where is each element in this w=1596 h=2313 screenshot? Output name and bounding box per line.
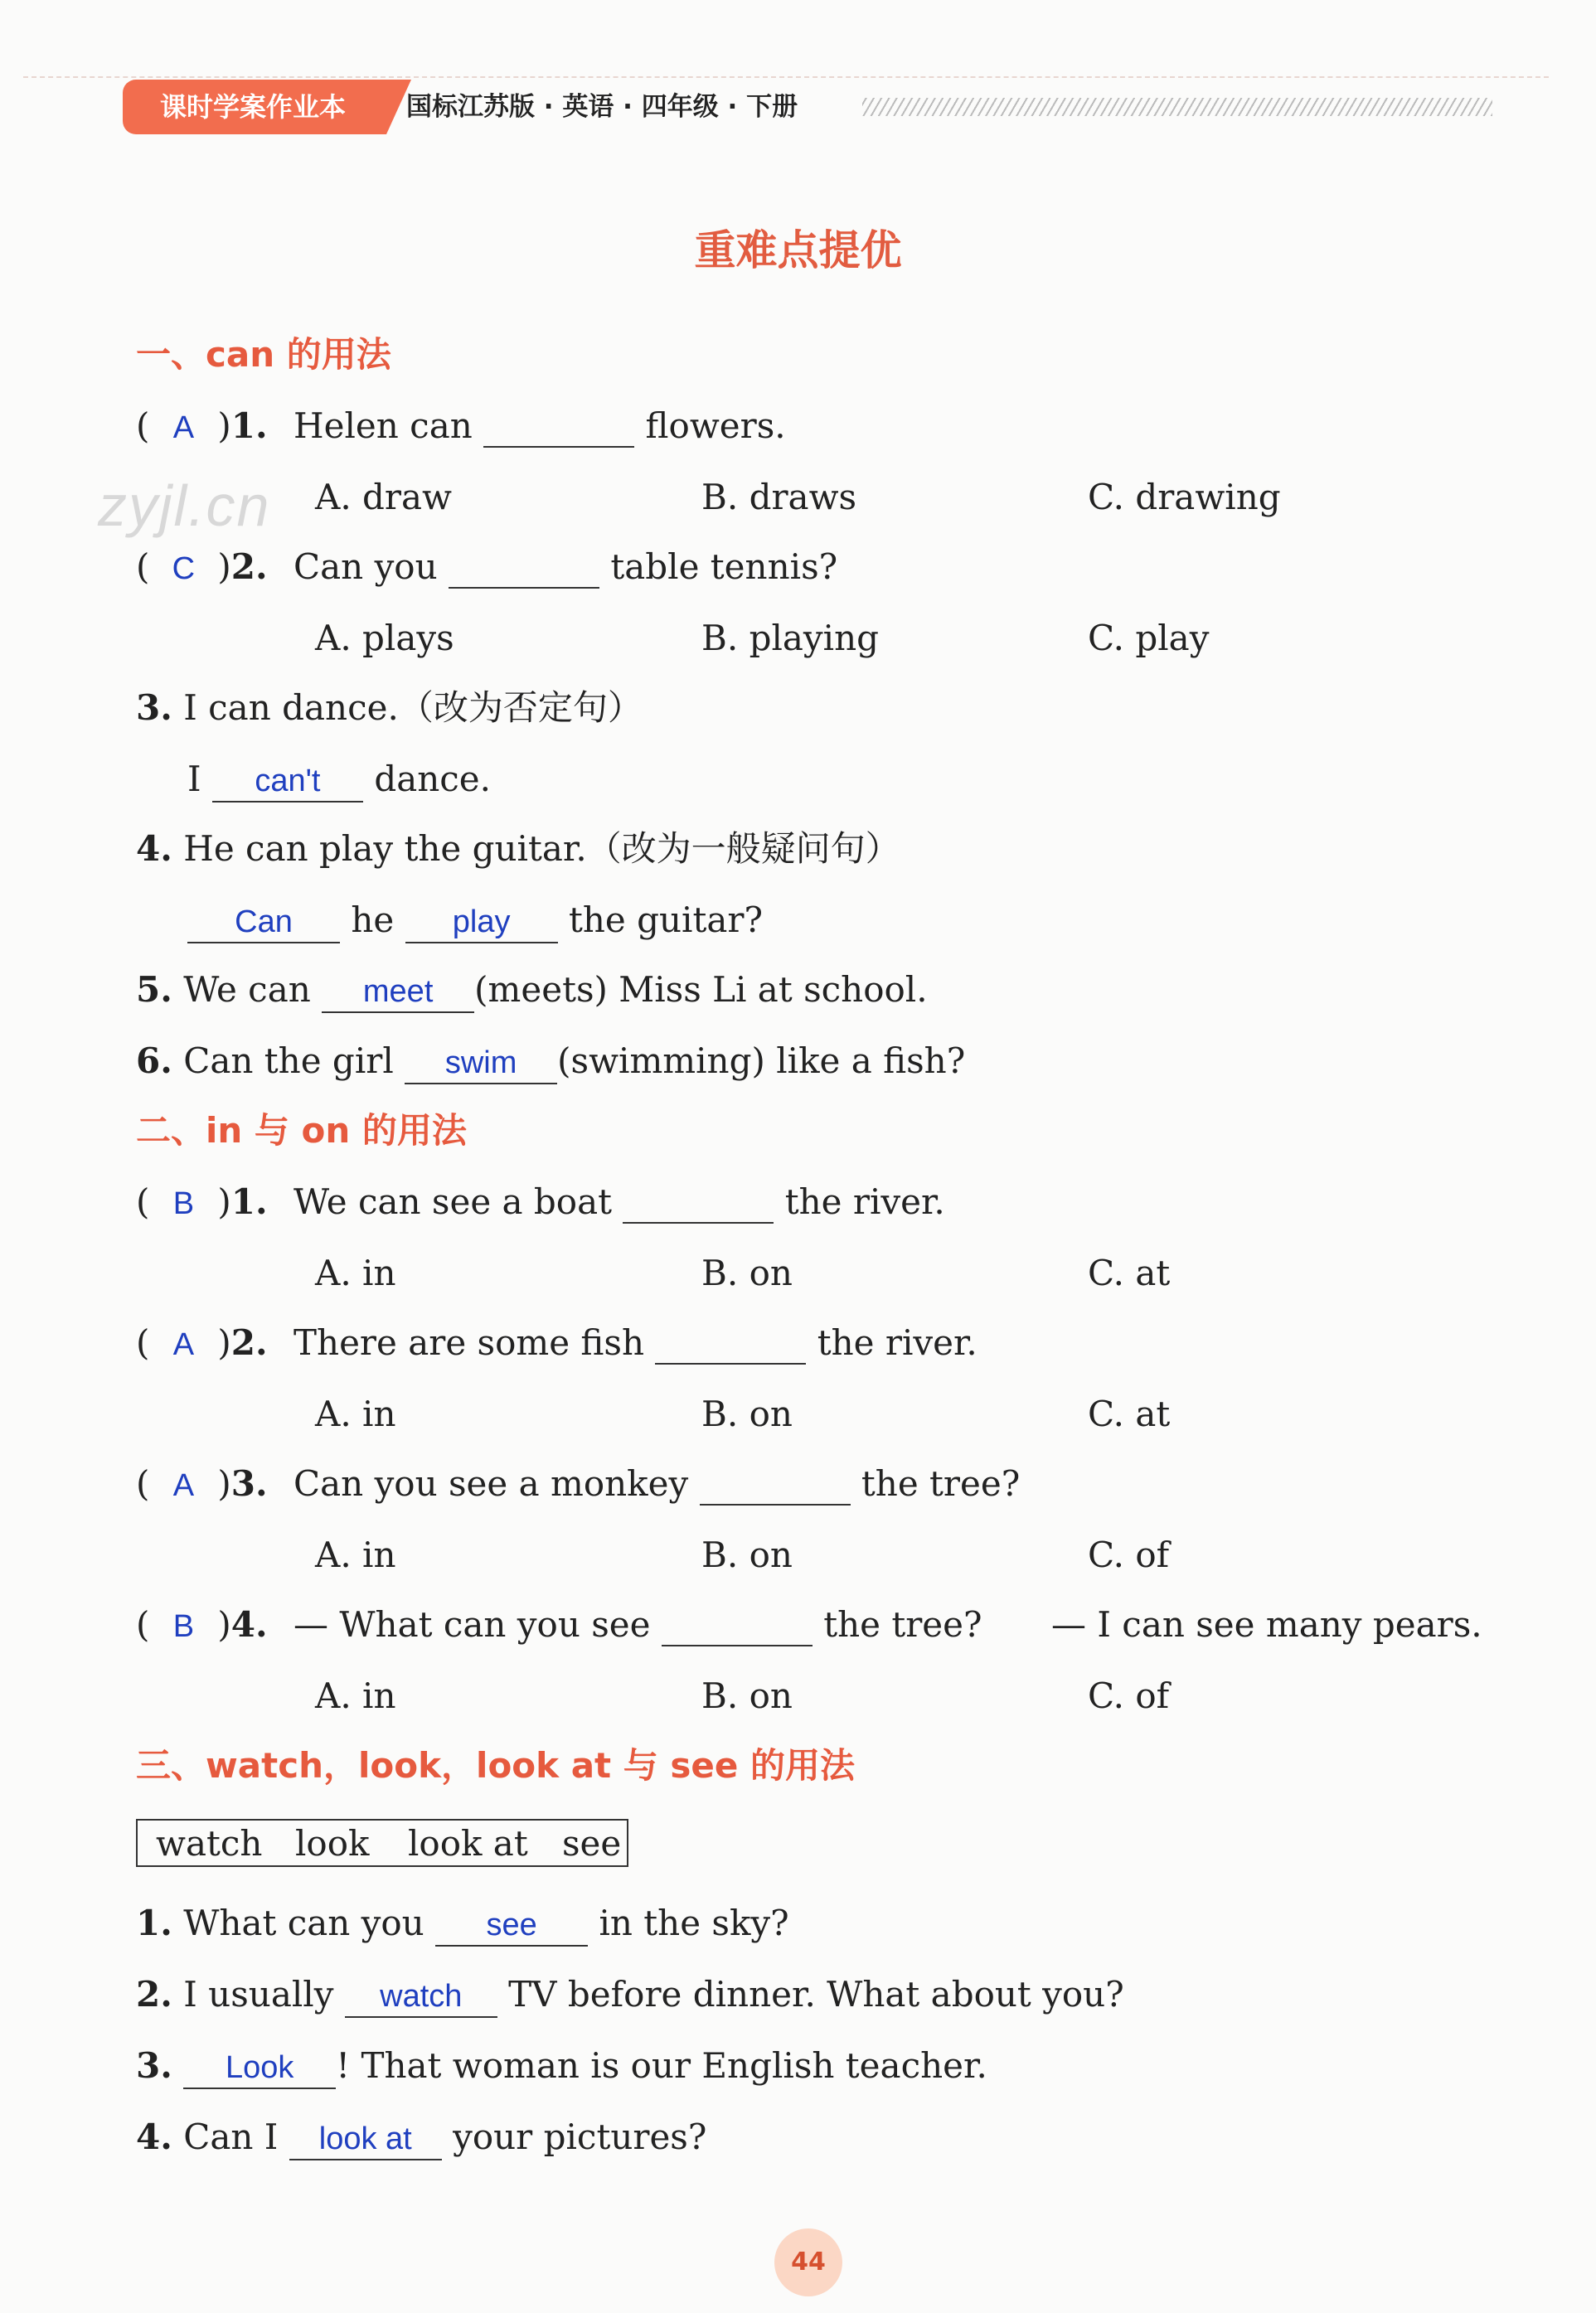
s1-q5: 5. We can meet (meets) Miss Li at school. bbox=[136, 965, 928, 1015]
header-tab: 课时学案作业本 bbox=[123, 80, 386, 134]
s3-q4: 4. Can I look at your pictures? bbox=[136, 2112, 706, 2162]
s1-q6-answer[interactable]: swim bbox=[405, 1043, 557, 1084]
s1-q3-answer[interactable]: can't bbox=[212, 761, 363, 803]
s1-q4-answer-line: Can he play the guitar? bbox=[187, 895, 763, 945]
s3-q4-answer[interactable]: look at bbox=[289, 2119, 442, 2160]
s1-q4: 4. He can play the guitar.（改为一般疑问句） bbox=[136, 828, 900, 869]
s1-q1: ( A )1. Helen can flowers. bbox=[136, 401, 786, 453]
s2-q2: ( A )2. There are some fish the river. bbox=[136, 1318, 977, 1370]
s2-q3-option-b: B. on bbox=[701, 1535, 793, 1575]
s3-q2-answer[interactable]: watch bbox=[345, 1976, 497, 2018]
watermark: zyjl.cn bbox=[98, 473, 271, 538]
s1-q4-answer-2[interactable]: play bbox=[405, 902, 558, 943]
s2-q3-option-c: C. of bbox=[1088, 1535, 1170, 1575]
s3-q2: 2. I usually watch TV before dinner. What about you? bbox=[136, 1970, 1124, 2020]
s2-q1-answer: B bbox=[172, 1186, 195, 1221]
header-hatch-decoration bbox=[862, 98, 1492, 116]
paren-open: ( bbox=[136, 405, 150, 446]
s2-q4-option-b: B. on bbox=[701, 1675, 793, 1716]
word-bank-item: watch bbox=[156, 1823, 263, 1864]
s2-q4-reply: — I can see many pears. bbox=[1051, 1604, 1482, 1645]
s2-q3-answer: A bbox=[172, 1468, 195, 1503]
s2-q1-option-b: B. on bbox=[701, 1253, 793, 1293]
header-rule bbox=[23, 76, 1549, 78]
blank[interactable] bbox=[700, 1464, 851, 1506]
word-bank-item: look bbox=[295, 1823, 370, 1864]
blank[interactable] bbox=[662, 1605, 813, 1646]
s2-q4: ( B )4. — What can you see the tree? bbox=[136, 1600, 982, 1651]
section2-heading: 二、in 与 on 的用法 bbox=[136, 1110, 467, 1151]
s2-q2-answer: A bbox=[172, 1327, 195, 1362]
header-subtitle: 国标江苏版 · 英语 · 四年级 · 下册 bbox=[406, 92, 798, 122]
s1-q6: 6. Can the girl swim (swimming) like a fish? bbox=[136, 1036, 965, 1086]
s1-q2-option-b: B. playing bbox=[701, 618, 880, 658]
word-bank-item: see bbox=[562, 1823, 622, 1864]
s2-q2-option-b: B. on bbox=[701, 1394, 793, 1434]
s1-q4-answer-1[interactable]: Can bbox=[187, 902, 340, 943]
page-number: 44 bbox=[774, 2228, 842, 2296]
s3-q1-answer[interactable]: see bbox=[435, 1905, 588, 1947]
s3-q3-answer[interactable]: Look bbox=[183, 2048, 336, 2089]
s1-q3-answer-line: I can't dance. bbox=[187, 754, 491, 804]
blank[interactable] bbox=[449, 547, 599, 589]
blank[interactable] bbox=[623, 1182, 774, 1224]
s2-q3: ( A )3. Can you see a monkey the tree? bbox=[136, 1459, 1020, 1510]
s1-q2-answer: C bbox=[172, 551, 196, 586]
s2-q4-option-c: C. of bbox=[1088, 1675, 1170, 1716]
s1-q1-option-c: C. drawing bbox=[1088, 477, 1281, 517]
s2-q1-option-a: A. in bbox=[315, 1253, 396, 1293]
blank[interactable] bbox=[655, 1323, 806, 1365]
s2-q1: ( B )1. We can see a boat the river. bbox=[136, 1177, 945, 1229]
s2-q1-option-c: C. at bbox=[1088, 1253, 1171, 1293]
s1-q2: ( C )2. Can you table tennis? bbox=[136, 542, 837, 594]
s1-q5-answer[interactable]: meet bbox=[322, 972, 474, 1013]
section1-heading: 一、can 的用法 bbox=[136, 334, 391, 375]
s1-q1-option-b: B. draws bbox=[701, 477, 857, 517]
s2-q3-option-a: A. in bbox=[315, 1535, 396, 1575]
s2-q4-option-a: A. in bbox=[315, 1675, 396, 1716]
page-title: 重难点提优 bbox=[694, 226, 902, 274]
s2-q4-answer: B bbox=[172, 1609, 195, 1644]
word-bank-item: look at bbox=[408, 1823, 528, 1864]
section3-heading: 三、watch，look，look at 与 see 的用法 bbox=[136, 1745, 855, 1786]
s1-q2-option-a: A. plays bbox=[315, 618, 454, 658]
word-bank bbox=[136, 1819, 628, 1867]
s3-q3: 3. Look ! That woman is our English teacher. bbox=[136, 2041, 987, 2091]
s3-q1: 1. What can you see in the sky? bbox=[136, 1898, 789, 1948]
s1-q1-option-a: A. draw bbox=[315, 477, 452, 517]
s1-q3: 3. I can dance.（改为否定句） bbox=[136, 687, 643, 728]
s1-q2-option-c: C. play bbox=[1088, 618, 1210, 658]
s2-q2-option-c: C. at bbox=[1088, 1394, 1171, 1434]
s2-q2-option-a: A. in bbox=[315, 1394, 396, 1434]
s1-q1-answer: A bbox=[172, 410, 195, 445]
blank[interactable] bbox=[483, 406, 634, 448]
